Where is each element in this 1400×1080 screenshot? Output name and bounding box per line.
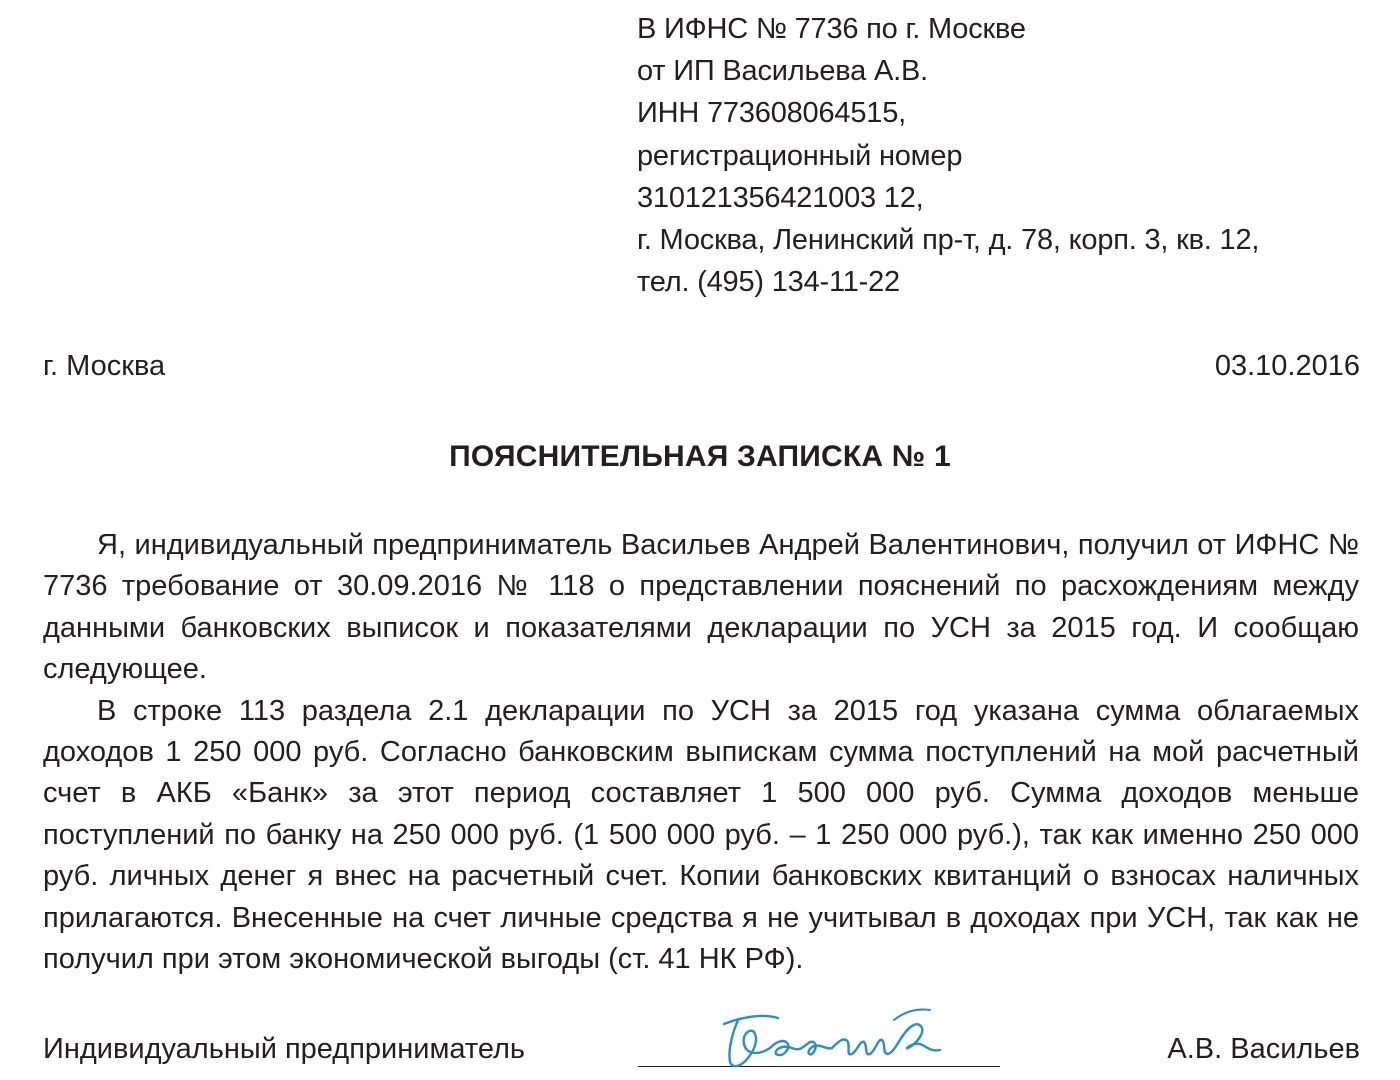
addressee-line-tax-office: В ИФНС № 7736 по г. Москве <box>637 13 1026 45</box>
addressee-line-inn: ИНН 773608064515, <box>637 97 906 130</box>
body-paragraph-2: В строке 113 раздела 2.1 декларации по УСН за 2015 год указана сумма облагаемых доходов 1 250 000 руб. Согласно банковским выпискам сумма поступлений на мой расчетный счет в АКБ «Банк» за этот период составляет 1 500 000 руб. Сумма доходов меньше поступлений по банку на 250 000 руб. (1 500 000 руб. – 1 250 000 руб.), так как именно 250 000 руб. личных денег я внес на расчетный счет. Копии банковских квитанций о взносах наличных прилагаются. Внесенные на счет личные средства я не учитывал в доходах при УСН, так как не получил при этом экономической выгоды (ст. 41 НК РФ). <box>43 694 1359 976</box>
signer-name: А.В. Васильев <box>1167 1033 1360 1065</box>
document-date: 03.10.2016 <box>1214 350 1360 382</box>
addressee-line-address: г. Москва, Ленинский пр-т, д. 78, корп. 3, кв. 12, <box>637 224 1260 257</box>
addressee-line-reg-label: регистрационный номер <box>637 139 963 172</box>
place-date-row <box>43 345 1360 387</box>
body-paragraph-1: Я, индивидуальный предприниматель Васильев Андрей Валентинович, получил от ИФНС № 7736 требование от 30.09.2016 № 118 о представлении пояснений по расхождениям между данными банковских выписок и показателями декларации по УСН за 2015 год. И сообщаю следующее. <box>43 529 1359 686</box>
signer-position: Индивидуальный предприниматель <box>43 1033 526 1065</box>
addressee-line-phone: тел. (495) 134-11-22 <box>637 266 900 299</box>
document-title: ПОЯСНИТЕЛЬНАЯ ЗАПИСКА № 1 <box>449 440 951 473</box>
addressee-block <box>637 8 1377 303</box>
signature-row <box>43 1026 1360 1072</box>
document-body <box>43 525 1359 980</box>
addressee-line-reg-number: 310121356421003 12, <box>637 181 924 214</box>
handwritten-signature-icon <box>718 998 948 1078</box>
addressee-line-sender: от ИП Васильева А.В. <box>637 55 928 88</box>
document-place: г. Москва <box>43 350 166 382</box>
